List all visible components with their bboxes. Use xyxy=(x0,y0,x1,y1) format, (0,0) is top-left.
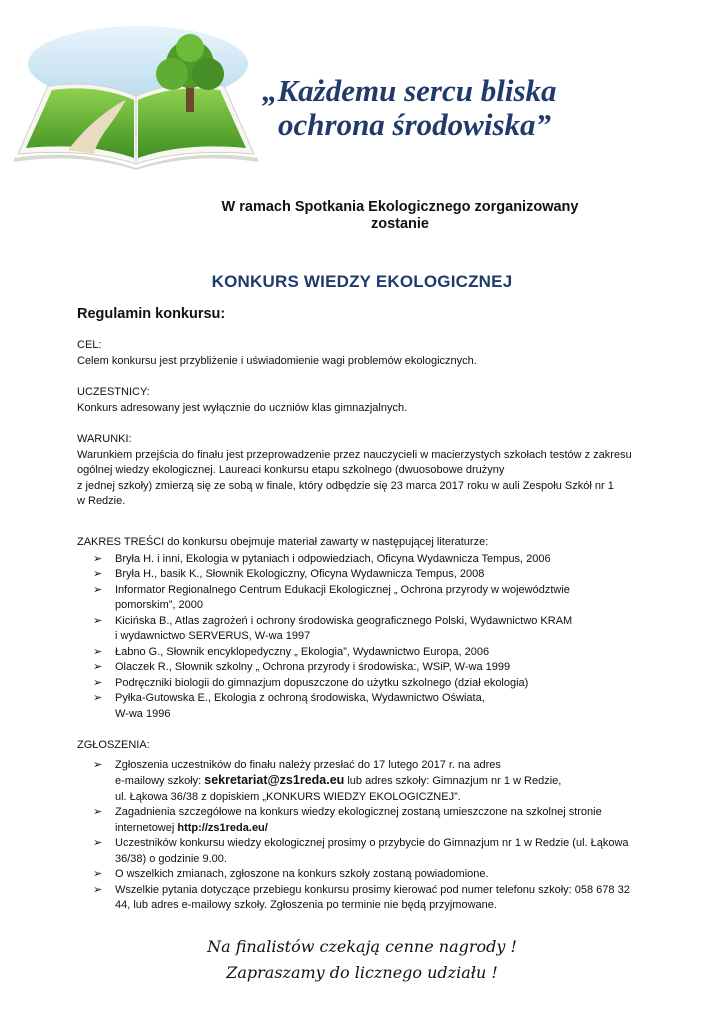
warunki-heading: WARUNKI: xyxy=(77,433,132,445)
arrow-bullet-icon: ➢ xyxy=(93,692,103,704)
uczestnicy-text: Konkurs adresowany jest wyłącznie do uczniów klas gimnazjalnych. xyxy=(77,401,408,414)
arrow-bullet-icon: ➢ xyxy=(93,676,103,689)
list-item: ➢ Zgłoszenia uczestników do finału należy przesłać do 17 lutego 2017 r. na adres e-mailowy szkoły: sekretariat@zs1reda.eu lub adres szkoły: Gimnazjum nr 1 w Redzie, ul. Łąkowa 36/38 z dopiskiem „KONKURS WIEDZY EKOLOGICZNEJ”. xyxy=(93,758,562,803)
zgloszenia-list xyxy=(77,758,657,914)
intro-line-2: zostanie xyxy=(370,216,429,232)
closing-line-2: Zapraszamy do licznego udziału ! xyxy=(226,963,498,982)
closing-line-1: Na finalistów czekają cenne nagrody ! xyxy=(207,937,517,956)
list-item: ➢ Informator Regionalnego Centrum Edukacji Ekologicznej „ Ochrona przyrody w województwie pomorskim”, 2000 xyxy=(93,583,570,611)
book-landscape-logo xyxy=(8,24,262,170)
warunki-line: Warunkiem przejścia do finału jest przeprowadzenie przez nauczycieli w macierzystych szkołach testów z zakresu xyxy=(77,448,632,461)
section-cel xyxy=(77,338,657,369)
list-item: ➢ Olaczek R., Słownik szkolny „ Ochrona przyrody i środowiska:, WSiP, W-wa 1999 xyxy=(77,660,657,676)
list-item: ➢ Bryła H. i inni, Ekologia w pytaniach i odpowiedziach, Oficyna Wydawnicza Tempus, 2006 xyxy=(77,552,657,568)
arrow-bullet-icon: ➢ xyxy=(93,868,103,880)
cel-text: Celem konkursu jest przybliżenie i uświadomienie wagi problemów ekologicznych. xyxy=(77,354,477,367)
list-item: ➢ Zagadnienia szczegółowe na konkurs wiedzy ekologicznej zostaną umieszczone na szkolnej stronie internetowej http://zs1reda.eu/ xyxy=(93,806,602,834)
arrow-bullet-icon: ➢ xyxy=(93,758,103,771)
section-warunki xyxy=(77,432,657,510)
arrow-bullet-icon: ➢ xyxy=(93,568,103,580)
warunki-line: z jednej szkoły) zmierzą się ze sobą w finale, który odbędzie się 23 marca 2017 roku w auli Zespołu Szkół nr 1 xyxy=(77,479,614,492)
zgloszenia-heading: ZGŁOSZENIA: xyxy=(77,739,150,751)
arrow-bullet-icon: ➢ xyxy=(93,645,103,658)
arrow-bullet-icon: ➢ xyxy=(93,883,103,896)
arrow-bullet-icon: ➢ xyxy=(93,614,103,627)
page-title: KONKURS WIEDZY EKOLOGICZNEJ xyxy=(211,272,513,291)
section-uczestnicy xyxy=(77,385,657,416)
section-zakres xyxy=(77,535,657,722)
list-item: ➢ Kicińska B., Atlas zagrożeń i ochrony środowiska geograficznego Polski, Wydawnictwo KRAM i wydawnictwo SERVERUS, W-wa 1997 xyxy=(93,614,573,642)
closing-text xyxy=(0,934,724,986)
uczestnicy-heading: UCZESTNICY: xyxy=(77,386,150,398)
arrow-bullet-icon: ➢ xyxy=(93,552,103,565)
list-item: ➢ O wszelkich zmianach, zgłoszone na konkurs szkoły zostaną powiadomione. xyxy=(77,867,657,883)
arrow-bullet-icon: ➢ xyxy=(93,837,103,849)
list-item: ➢ Uczestników konkursu wiedzy ekologicznej prosimy o przybycie do Gimnazjum nr 1 w Redzie (ul. Łąkowa 36/38) o godzinie 9.00. xyxy=(93,837,629,865)
warunki-line: ogólnej wiedzy ekologicznej. Laureaci konkursu etapu szkolnego (dwuosobowe drużyny xyxy=(77,464,505,476)
school-email-link[interactable]: sekretariat@zs1reda.eu xyxy=(204,773,345,787)
intro-text xyxy=(160,199,640,233)
list-item: ➢ Wszelkie pytania dotyczące przebiegu konkursu prosimy kierować pod numer telefonu szkoły: 058 678 32 44, lub adres e-mailowy szkoły. Zgłoszenia po terminie nie będą przyjmowane. xyxy=(93,883,630,911)
intro-line-1: W ramach Spotkania Ekologicznego zorganizowany xyxy=(221,199,579,215)
regulamin-title: Regulamin konkursu: xyxy=(77,306,226,322)
slogan-line-2: ochrona środowiska” xyxy=(278,107,552,142)
cel-heading: CEL: xyxy=(77,339,102,351)
arrow-bullet-icon: ➢ xyxy=(93,806,103,818)
section-zgloszenia xyxy=(77,738,657,914)
book-landscape-icon xyxy=(8,24,262,170)
arrow-bullet-icon: ➢ xyxy=(93,661,103,673)
arrow-bullet-icon: ➢ xyxy=(93,583,103,596)
list-item: ➢ Bryła H., basik K., Słownik Ekologiczny, Oficyna Wydawnicza Tempus, 2008 xyxy=(77,567,657,583)
zakres-intro: ZAKRES TREŚCI do konkursu obejmuje materiał zawarty w następującej literaturze: xyxy=(77,536,489,548)
literature-list xyxy=(77,552,657,723)
list-item: ➢ Podręczniki biologii do gimnazjum dopuszczone do użytku szkolnego (dział ekologia) xyxy=(77,676,657,692)
list-item: ➢ Łabno G., Słownik encyklopedyczny „ Ekologia”, Wydawnictwo Europa, 2006 xyxy=(77,645,657,661)
warunki-line: w Redzie. xyxy=(77,495,126,507)
school-website-link[interactable]: http://zs1reda.eu/ xyxy=(177,821,268,834)
list-item: ➢ Pyłka-Gutowska E., Ekologia z ochroną środowiska, Wydawnictwo Oświata, W-wa 1996 xyxy=(93,692,485,720)
slogan-line-1: „Każdemu sercu bliska xyxy=(262,73,557,108)
slogan xyxy=(262,74,712,142)
